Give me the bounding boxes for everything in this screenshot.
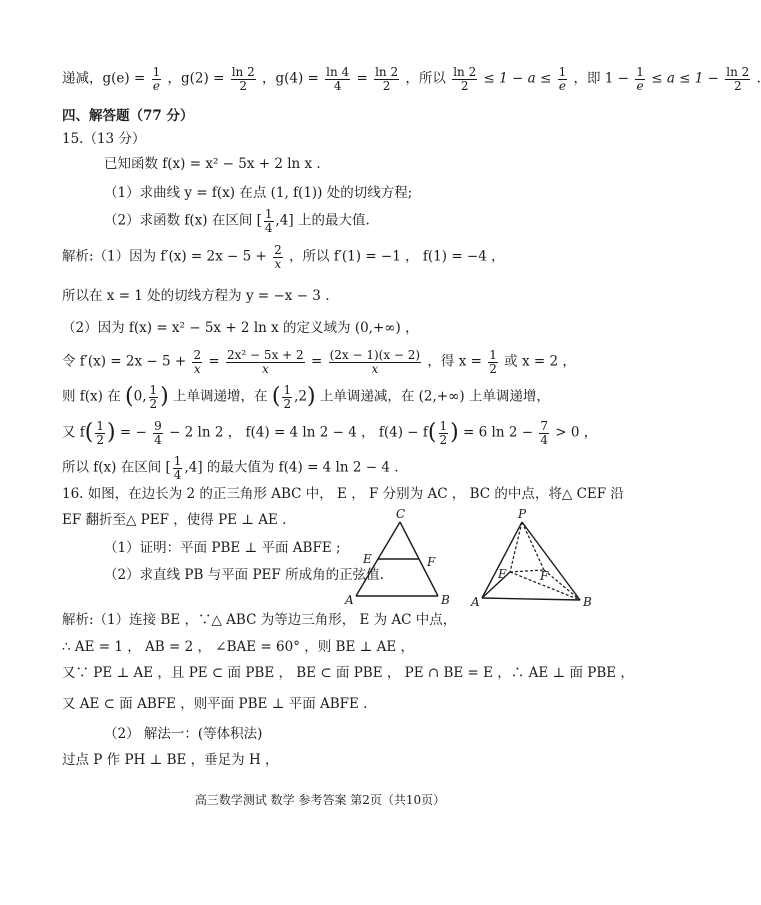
right-paren: ): [107, 420, 116, 446]
label-b: B: [441, 593, 450, 607]
numerator: 2: [274, 243, 282, 257]
question-15-part2: [104, 208, 370, 234]
solution-16-line4: 又 AE ⊂ 面 ABFE ，则平面 PBE ⊥ 平面 ABFE .: [62, 696, 368, 712]
fraction: [173, 455, 183, 481]
text: ，得 x =: [427, 353, 482, 370]
text: = −: [119, 424, 147, 441]
text: ，g(2) =: [167, 70, 225, 87]
label-p: P: [518, 507, 527, 521]
fraction: [558, 66, 568, 92]
denominator: 2: [439, 432, 448, 447]
label-f: F: [427, 555, 436, 569]
fraction: [439, 420, 449, 446]
solution-15-line2: 所以在 x = 1 处的切线方程为 y = −x − 3 .: [62, 288, 330, 304]
fraction: [264, 208, 274, 234]
solution-15-line1: [62, 244, 505, 270]
denominator: 2: [96, 432, 105, 447]
text: ≤ 1 − a ≤: [483, 70, 552, 87]
denominator: 2: [733, 78, 742, 93]
text: 解析:（1）因为 f′(x) = 2x − 5 +: [62, 248, 267, 265]
text: .: [756, 70, 761, 87]
fraction: [374, 66, 399, 92]
solution-16-line2: ∴ AE = 1 ， AB = 2 ， ∠BAE = 60° ，则 BE ⊥ AE ，: [62, 639, 414, 655]
numerator: 1: [439, 419, 448, 433]
text: 上单调递减，在 (2,+∞) 上单调递增，: [319, 388, 550, 405]
numerator: 1: [96, 419, 105, 433]
text: =: [356, 70, 368, 87]
denominator: x: [193, 361, 201, 376]
denominator: 2: [283, 396, 292, 411]
text: ,4] 上的最大值.: [275, 212, 370, 229]
text: ，所以: [405, 70, 446, 87]
edge-pb: [522, 522, 580, 600]
numerator: 1: [558, 65, 567, 79]
question-16-stem-line1: 16. 如图，在边长为 2 的正三角形 ABC 中， E ， F 分别为 AC ， BC 的中点，将△ CEF 沿: [62, 486, 624, 502]
fraction: [488, 349, 498, 375]
numerator: ln 4: [326, 65, 350, 79]
text: ，g(4) =: [262, 70, 319, 87]
numerator: 1: [489, 348, 497, 362]
denominator: x: [274, 256, 282, 271]
fraction: [231, 66, 256, 92]
text: 0,: [133, 388, 147, 405]
numerator: ln 2: [375, 65, 399, 79]
solution-16-line3: 又∵ PE ⊥ AE ，且 PE ⊂ 面 PBE ， BE ⊂ 面 PBE ， PE ∩ BE = E ，∴ AE ⊥ 面 PBE ，: [62, 665, 634, 681]
question-15-number: 15.（13 分）: [62, 131, 146, 147]
text: ,2: [294, 388, 307, 405]
left-paren: (: [427, 420, 437, 446]
solution-16-line1: 解析:（1）连接 BE ，∵△ ABC 为等边三角形， E 为 AC 中点，: [62, 612, 457, 628]
numerator: 2x² − 5x + 2: [227, 348, 304, 362]
denominator: 2: [489, 361, 497, 376]
label-e: E: [363, 552, 372, 566]
right-paren: ): [306, 384, 316, 410]
denominator: x: [371, 361, 379, 376]
text: ，所以 f′(1) = −1 ， f(1) = −4 ，: [289, 248, 505, 265]
numerator: 1: [264, 207, 273, 221]
numerator: 2: [193, 348, 202, 362]
numerator: 7: [540, 419, 548, 433]
question-16-part1: （1）证明：平面 PBE ⊥ 平面 ABFE ;: [104, 540, 341, 556]
section-heading: 四、解答题（77 分）: [62, 108, 194, 124]
label-e: E: [498, 567, 507, 581]
text: = 6 ln 2 −: [463, 424, 534, 441]
text: 令 f′(x) = 2x − 5 +: [62, 353, 187, 370]
numerator: (2x − 1)(x − 2): [329, 348, 421, 362]
denominator: 2: [382, 78, 391, 93]
denominator: 4: [333, 78, 342, 93]
fraction: [95, 420, 105, 446]
solution-15-line7: [62, 455, 399, 481]
left-paren: (: [84, 420, 94, 446]
text: − 2 ln 2 ， f(4) = 4 ln 2 − 4 ， f(4) − f: [169, 424, 428, 441]
numerator: ln 2: [453, 65, 477, 79]
text: > 0 ，: [555, 424, 598, 441]
fraction: [152, 66, 162, 92]
right-paren: ): [160, 384, 169, 410]
fraction: [329, 349, 422, 375]
text: （2）求函数 f(x) 在区间 [: [104, 212, 262, 229]
solution-15-line3: （2）因为 f(x) = x² − 5x + 2 ln x 的定义域为 (0,+∞) ，: [62, 320, 419, 336]
fraction: [635, 66, 645, 92]
triangle-abc-figure: [330, 508, 460, 608]
edge-pe: [510, 522, 522, 572]
left-paren: (: [271, 384, 281, 410]
left-paren: (: [125, 384, 134, 410]
numerator: 9: [154, 419, 162, 433]
solution-15-line4: [62, 349, 576, 375]
fraction: [725, 66, 750, 92]
denominator: 2: [239, 78, 248, 93]
denominator: x: [261, 361, 269, 376]
text: ，即 1 −: [573, 70, 629, 87]
edge-ef: [510, 570, 544, 572]
solution-16-line6: 过点 P 作 PH ⊥ BE ，垂足为 H ，: [62, 752, 279, 768]
question-15-stem: 已知函数 f(x) = x² − 5x + 2 ln x .: [104, 156, 321, 172]
fraction: [192, 349, 202, 375]
fraction: [273, 244, 283, 270]
numerator: ln 2: [231, 65, 255, 79]
right-paren: ): [450, 420, 459, 446]
numerator: 1: [149, 383, 158, 397]
fraction: [226, 349, 305, 375]
text: 或 x = 2 ，: [504, 353, 576, 370]
text: 上单调递增，在: [173, 388, 268, 405]
denominator: 4: [154, 432, 162, 447]
text: 所以 f(x) 在区间 [: [62, 459, 171, 476]
text: =: [208, 353, 220, 370]
fraction: [282, 384, 292, 410]
line-g-values: [62, 66, 761, 92]
text: 又 f: [62, 424, 85, 441]
label-c: C: [396, 507, 406, 521]
page-footer: 高三数学测试 数学 参考答案 第2页（共10页）: [194, 793, 446, 807]
edge-fb: [544, 570, 580, 600]
denominator: 2: [460, 78, 469, 93]
text: 递减，g(e) =: [62, 70, 146, 87]
text: 则 f(x) 在: [62, 388, 121, 405]
question-16-stem-line2: EF 翻折至△ PEF ，使得 PE ⊥ AE .: [62, 512, 287, 528]
denominator: e: [636, 78, 644, 93]
numerator: 1: [173, 454, 182, 468]
fraction: [153, 420, 163, 446]
solution-16-line5: （2） 解法一：(等体积法): [104, 726, 263, 742]
fraction: [539, 420, 549, 446]
question-16-part2: （2）求直线 PB 与平面 PEF 所成角的正弦值.: [104, 567, 384, 583]
denominator: 4: [264, 220, 273, 235]
fraction: [452, 66, 477, 92]
denominator: e: [558, 78, 566, 93]
solution-15-line6: [62, 420, 597, 446]
solution-15-line5: [62, 384, 550, 410]
edge-ab: [482, 598, 580, 600]
denominator: 2: [149, 396, 158, 411]
text: ,4] 的最大值为 f(4) = 4 ln 2 − 4 .: [184, 459, 399, 476]
pyramid-pef-figure: [470, 508, 600, 612]
denominator: e: [152, 78, 160, 93]
text: =: [310, 353, 323, 370]
question-15-part1: （1）求曲线 y = f(x) 在点 (1, f(1)) 处的切线方程;: [104, 185, 413, 201]
numerator: ln 2: [726, 65, 750, 79]
denominator: 4: [540, 432, 548, 447]
text: ≤ a ≤ 1 −: [651, 70, 719, 87]
edge-pa: [482, 522, 522, 598]
label-a: A: [345, 593, 354, 607]
fraction: [325, 66, 350, 92]
numerator: 1: [636, 65, 644, 79]
label-a: A: [471, 595, 480, 609]
label-b: B: [583, 595, 592, 609]
denominator: 4: [173, 467, 182, 482]
label-f: F: [540, 569, 549, 583]
fraction: [149, 384, 159, 410]
numerator: 1: [152, 65, 161, 79]
numerator: 1: [283, 383, 292, 397]
